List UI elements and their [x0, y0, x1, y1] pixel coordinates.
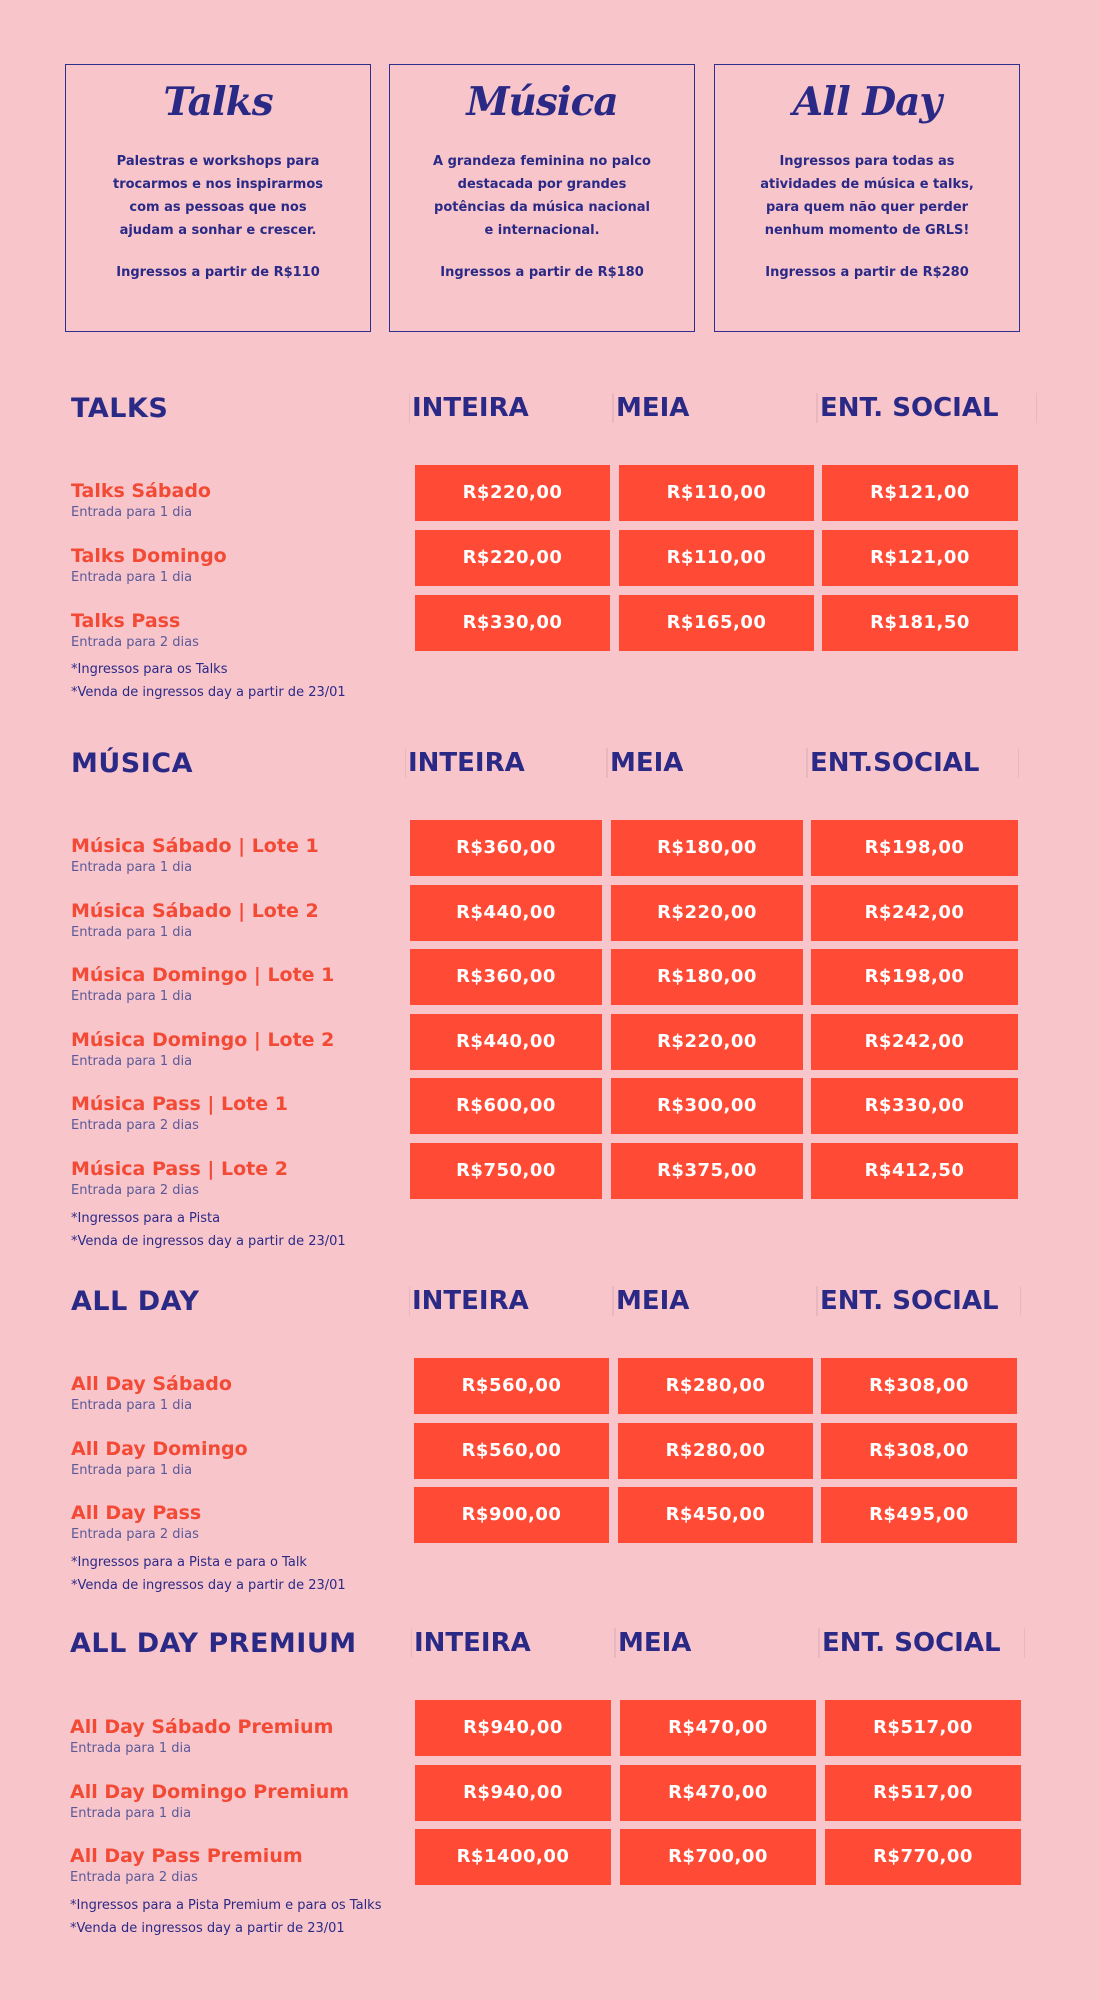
- card-musica: [389, 64, 695, 332]
- price-button-meia[interactable]: R$110,00: [619, 530, 814, 586]
- column-header-ent-social: ENT. SOCIAL: [817, 1286, 1021, 1316]
- card-line: para quem não quer perder: [765, 200, 969, 215]
- ticket-name: Música Pass | Lote 1: [71, 1093, 288, 1115]
- price-button-inteira[interactable]: R$360,00: [410, 949, 602, 1005]
- ticket-subtitle: Entrada para 1 dia: [71, 1398, 193, 1413]
- ticket-subtitle: Entrada para 2 dias: [71, 1183, 199, 1198]
- section-note: *Venda de ingressos day a partir de 23/01: [71, 1578, 346, 1593]
- price-button-meia[interactable]: R$280,00: [618, 1423, 813, 1479]
- ticket-name: All Day Sábado: [71, 1373, 232, 1395]
- ticket-name: All Day Domingo: [71, 1438, 248, 1460]
- price-button-meia[interactable]: R$220,00: [611, 885, 803, 941]
- column-header-inteira: INTEIRA: [409, 1286, 613, 1316]
- card-title: Música: [466, 79, 618, 125]
- price-button-inteira[interactable]: R$440,00: [410, 885, 602, 941]
- column-header-ent-social: ENT.SOCIAL: [807, 748, 1019, 778]
- price-button-inteira[interactable]: R$1400,00: [415, 1829, 611, 1885]
- price-button-inteira[interactable]: R$560,00: [414, 1423, 609, 1479]
- price-button-ent-social[interactable]: R$121,00: [822, 530, 1018, 586]
- section-note: *Venda de ingressos day a partir de 23/01: [70, 1921, 345, 1936]
- price-button-ent-social[interactable]: R$198,00: [811, 949, 1018, 1005]
- price-button-inteira[interactable]: R$220,00: [415, 530, 610, 586]
- column-header-meia: MEIA: [613, 1286, 817, 1316]
- price-button-ent-social[interactable]: R$412,50: [811, 1143, 1018, 1199]
- ticket-subtitle: Entrada para 1 dia: [71, 1054, 193, 1069]
- ticket-subtitle: Entrada para 2 dias: [71, 635, 199, 650]
- ticket-subtitle: Entrada para 1 dia: [71, 860, 193, 875]
- ticket-name: Talks Domingo: [71, 545, 227, 567]
- card-line: potências da música nacional: [434, 200, 650, 215]
- ticket-subtitle: Entrada para 1 dia: [71, 1463, 193, 1478]
- card-description: [742, 150, 992, 242]
- section-note: *Ingressos para a Pista Premium e para os Talks: [70, 1898, 382, 1913]
- ticket-name: All Day Pass: [71, 1502, 202, 1524]
- card-price: Ingressos a partir de R$280: [765, 265, 969, 280]
- section-note: *Ingressos para a Pista: [71, 1211, 221, 1226]
- price-button-meia[interactable]: R$165,00: [619, 595, 814, 651]
- ticket-subtitle: Entrada para 1 dia: [71, 989, 193, 1004]
- card-line: e internacional.: [484, 223, 600, 238]
- column-header-ent-social: ENT. SOCIAL: [817, 393, 1037, 423]
- price-button-inteira[interactable]: R$360,00: [410, 820, 602, 876]
- ticket-name: All Day Sábado Premium: [70, 1716, 334, 1738]
- price-button-inteira[interactable]: R$940,00: [415, 1765, 611, 1821]
- price-button-ent-social[interactable]: R$242,00: [811, 885, 1018, 941]
- card-line: Palestras e workshops para: [116, 154, 320, 169]
- card-line: destacada por grandes: [457, 177, 627, 192]
- price-button-inteira[interactable]: R$750,00: [410, 1143, 602, 1199]
- card-line: ajudam a sonhar e crescer.: [119, 223, 317, 238]
- price-button-ent-social[interactable]: R$121,00: [822, 465, 1018, 521]
- price-button-meia[interactable]: R$180,00: [611, 949, 803, 1005]
- section-note: *Ingressos para a Pista e para o Talk: [71, 1555, 307, 1570]
- ticket-subtitle: Entrada para 1 dia: [70, 1741, 192, 1756]
- price-button-meia[interactable]: R$375,00: [611, 1143, 803, 1199]
- price-button-inteira[interactable]: R$900,00: [414, 1487, 609, 1543]
- card-line: nenhum momento de GRLS!: [764, 223, 970, 238]
- ticket-subtitle: Entrada para 1 dia: [71, 925, 193, 940]
- card-line: atividades de música e talks,: [760, 177, 974, 192]
- ticket-name: All Day Domingo Premium: [70, 1781, 350, 1803]
- card-title: Talks: [163, 79, 273, 125]
- column-header-inteira: INTEIRA: [405, 748, 607, 778]
- card-all-day: [714, 64, 1020, 332]
- price-button-meia[interactable]: R$700,00: [620, 1829, 816, 1885]
- price-button-meia[interactable]: R$470,00: [620, 1765, 816, 1821]
- ticket-name: Música Domingo | Lote 1: [71, 964, 335, 986]
- section-title: ALL DAY PREMIUM: [70, 1628, 357, 1659]
- price-button-inteira[interactable]: R$220,00: [415, 465, 610, 521]
- card-line: A grandeza feminina no palco: [433, 154, 651, 169]
- ticket-subtitle: Entrada para 1 dia: [70, 1806, 192, 1821]
- section-title: ALL DAY: [71, 1286, 200, 1317]
- price-button-inteira[interactable]: R$560,00: [414, 1358, 609, 1414]
- section-note: *Venda de ingressos day a partir de 23/01: [71, 1234, 346, 1249]
- ticket-subtitle: Entrada para 1 dia: [71, 505, 193, 520]
- section-title: TALKS: [71, 393, 169, 424]
- card-price: Ingressos a partir de R$110: [116, 265, 320, 280]
- column-header-inteira: INTEIRA: [411, 1628, 615, 1658]
- column-header-ent-social: ENT. SOCIAL: [819, 1628, 1025, 1658]
- ticket-subtitle: Entrada para 2 dias: [70, 1870, 198, 1885]
- price-button-meia[interactable]: R$110,00: [619, 465, 814, 521]
- price-button-ent-social[interactable]: R$517,00: [825, 1765, 1021, 1821]
- intro-cards: [65, 64, 1020, 334]
- ticket-name: Talks Sábado: [71, 480, 211, 502]
- ticket-name: Música Pass | Lote 2: [71, 1158, 288, 1180]
- price-button-meia[interactable]: R$450,00: [618, 1487, 813, 1543]
- price-button-ent-social[interactable]: R$242,00: [811, 1014, 1018, 1070]
- section-title: MÚSICA: [71, 748, 193, 779]
- card-description: [93, 150, 343, 242]
- price-button-ent-social[interactable]: R$308,00: [821, 1358, 1017, 1414]
- column-header-meia: MEIA: [607, 748, 807, 778]
- ticket-name: Música Sábado | Lote 2: [71, 900, 319, 922]
- price-button-ent-social[interactable]: R$517,00: [825, 1700, 1021, 1756]
- price-button-ent-social[interactable]: R$198,00: [811, 820, 1018, 876]
- ticket-name: Talks Pass: [71, 610, 181, 632]
- price-button-ent-social[interactable]: R$495,00: [821, 1487, 1017, 1543]
- price-button-inteira[interactable]: R$440,00: [410, 1014, 602, 1070]
- price-button-inteira[interactable]: R$330,00: [415, 595, 610, 651]
- card-price: Ingressos a partir de R$180: [440, 265, 644, 280]
- price-button-meia[interactable]: R$220,00: [611, 1014, 803, 1070]
- ticket-subtitle: Entrada para 1 dia: [71, 570, 193, 585]
- price-button-ent-social[interactable]: R$770,00: [825, 1829, 1021, 1885]
- section-note: *Ingressos para os Talks: [71, 662, 228, 677]
- card-line: Ingressos para todas as: [779, 154, 955, 169]
- card-line: trocarmos e nos inspirarmos: [113, 177, 323, 192]
- ticket-name: All Day Pass Premium: [70, 1845, 303, 1867]
- price-button-meia[interactable]: R$470,00: [620, 1700, 816, 1756]
- price-button-meia[interactable]: R$300,00: [611, 1078, 803, 1134]
- column-header-meia: MEIA: [613, 393, 817, 423]
- price-button-ent-social[interactable]: R$308,00: [821, 1423, 1017, 1479]
- ticket-subtitle: Entrada para 2 dias: [71, 1118, 199, 1133]
- column-header-meia: MEIA: [615, 1628, 819, 1658]
- price-button-meia[interactable]: R$280,00: [618, 1358, 813, 1414]
- price-button-inteira[interactable]: R$600,00: [410, 1078, 602, 1134]
- ticket-name: Música Domingo | Lote 2: [71, 1029, 335, 1051]
- price-button-meia[interactable]: R$180,00: [611, 820, 803, 876]
- card-talks: [65, 64, 371, 332]
- card-line: com as pessoas que nos: [129, 200, 307, 215]
- column-header-inteira: INTEIRA: [409, 393, 613, 423]
- price-button-inteira[interactable]: R$940,00: [415, 1700, 611, 1756]
- card-title: All Day: [792, 79, 942, 125]
- section-note: *Venda de ingressos day a partir de 23/01: [71, 685, 346, 700]
- card-description: [417, 150, 667, 242]
- price-button-ent-social[interactable]: R$330,00: [811, 1078, 1018, 1134]
- ticket-subtitle: Entrada para 2 dias: [71, 1527, 199, 1542]
- price-button-ent-social[interactable]: R$181,50: [822, 595, 1018, 651]
- ticket-name: Música Sábado | Lote 1: [71, 835, 319, 857]
